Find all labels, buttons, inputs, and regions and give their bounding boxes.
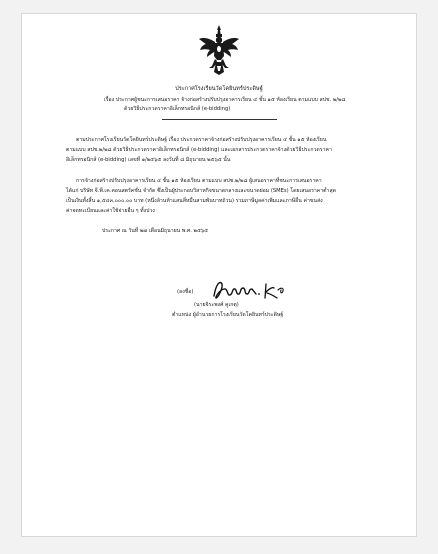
sign-label: (ลงชื่อ) (177, 289, 194, 295)
announcement-date: ประกาศ ณ วันที่ ๒๗ เดือนมิถุนายน พ.ศ. ๒๕๖๕ (102, 228, 209, 234)
signer-name: (นายจิระพงศ์ คูเกตุ) (194, 302, 239, 308)
document-heading: ประกาศโรงเรียนวัดโคยินทร์ประดิษฐ์ (175, 86, 263, 92)
paragraph-2-line-4: ค่าจดทะเบียนและค่าใช้จ่ายอื่น ๆ ทั้งปวง (66, 208, 155, 214)
paragraph-2-line-2: ได้แก่ บริษัท จี.พี.เค.คอนสตรัคชั่น จำกัด ซึ่งเป็นผู้ประกอบวิสาหกิจขนาดกลางและขนาดย่อม (SMEs) โดยเสนอราคาต่ำสุด (66, 188, 336, 194)
paragraph-1-line-3: อิเล็กทรอนิกส์ (e-bidding) เลขที่ ๑/๒๕๖๕ ลงวันที่ ๘ มิถุนายน ๒๕๖๕ นั้น (66, 157, 231, 163)
paragraph-1-line-1: ตามประกาศโรงเรียนวัดโคยินทร์ประดิษฐ์ เรื่อง ประกวดราคาจ้างก่อสร้างปรับปรุงอาคารเรียน ๔ ชั้น ๑๕ ห้องเรียน (76, 137, 327, 143)
paragraph-1-line-2: ตามแบบ สปช.๒/๒๘ ด้วยวิธีประกวดราคาอิเล็กทรอนิกส์ (e-bidding) และเอกสารประกวดราคาจ้างด้วยวิธีประกวดราคา (66, 147, 332, 153)
heading-divider (162, 119, 277, 120)
paragraph-2-line-3: เป็นเงินทั้งสิ้น ๑,๕๔๓,๐๐๐.๐๐ บาท (หนึ่งล้านห้าแสนสี่หมื่นสามพันบาทถ้วน) รวมภาษีมูลค่าเพิ่มและภาษีอื่น ค่าขนส่ง (66, 198, 323, 204)
document-page (22, 14, 416, 536)
subject-line-continued: ด้วยวิธีประกวดราคาอิเล็กทรอนิกส์ (e-bidding) (124, 106, 231, 112)
signer-position: ตำแหน่ง ผู้อำนวยการโรงเรียนวัดโคยินทร์ประดิษฐ์ (172, 312, 284, 318)
subject-line: เรื่อง ประกาศผู้ชนะการเสนอราคา จ้างก่อสร้างปรับปรุงอาคารเรียน ๔ ชั้น ๑๕ ห้องเรียน ตามแบบ สปช. ๒/๒๘ (104, 97, 346, 103)
handwritten-signature (210, 276, 288, 304)
paragraph-2-line-1: การจ้างก่อสร้างปรับปรุงอาคารเรียน ๔ ชั้น ๑๕ ห้องเรียน ตามแบบ สปช.๒/๒๘ ผู้เสนอราคาที่ชนะการเสนอราคา (76, 178, 322, 184)
garuda-emblem-icon (197, 24, 241, 76)
